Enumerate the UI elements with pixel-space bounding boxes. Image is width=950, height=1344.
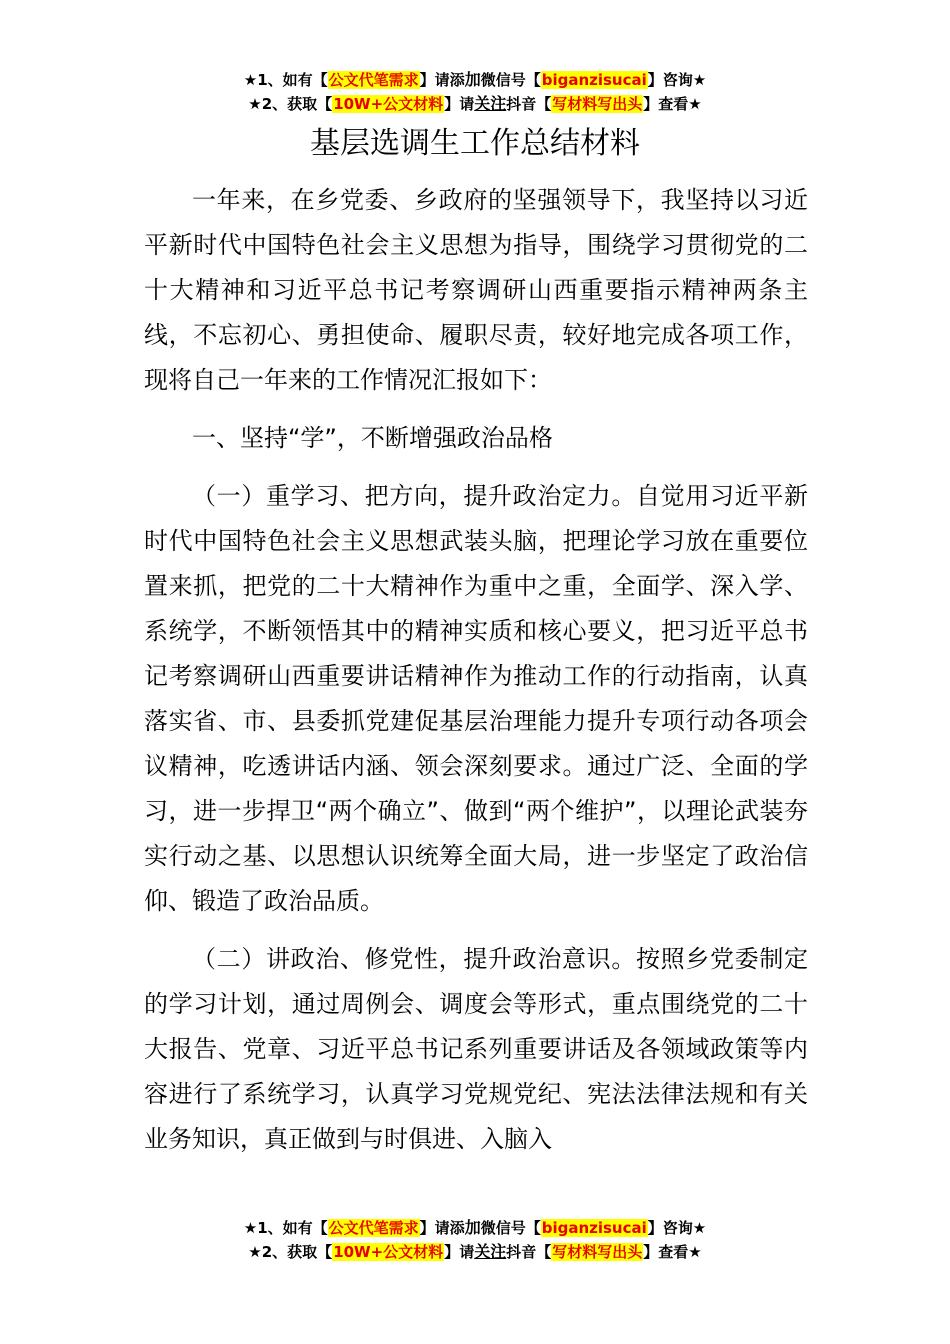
banner-highlight: 写材料写出头 bbox=[552, 95, 643, 113]
banner-line-2 bbox=[0, 92, 950, 116]
banner-text: 】请添 bbox=[419, 71, 465, 89]
top-banner bbox=[0, 68, 950, 116]
banner-line-1 bbox=[0, 68, 950, 92]
banner-highlight: 公文代笔需求 bbox=[328, 71, 419, 89]
banner-text: 】请 bbox=[444, 95, 475, 113]
banner-highlight: biganzisucai bbox=[541, 1219, 647, 1237]
banner-emphasis: 关注 bbox=[474, 94, 507, 113]
banner-highlight: biganzisucai bbox=[541, 71, 647, 89]
banner-text: ★1、如有【 bbox=[243, 71, 328, 89]
banner-highlight: 公文代笔需求 bbox=[328, 1219, 419, 1237]
banner-text: 微信号【 bbox=[480, 1219, 541, 1237]
banner-line-1 bbox=[0, 1216, 950, 1240]
banner-text: 抖音【 bbox=[506, 1243, 552, 1261]
banner-text: 】请添 bbox=[419, 1219, 465, 1237]
banner-text: 抖音【 bbox=[506, 95, 552, 113]
banner-emphasis: 关注 bbox=[474, 1242, 507, 1261]
banner-highlight: 10W+公文材料 bbox=[333, 95, 444, 113]
paragraph-intro: 一年来，在乡党委、乡政府的坚强领导下，我坚持以习近平新时代中国特色社会主义思想为指导，围绕学习贯彻党的二十大精神和习近平总书记考察调研山西重要指示精神两条主线，不忘初心、勇担使命、履职尽责，较好地完成各项工作，现将自己一年来的工作情况汇报如下： bbox=[144, 186, 808, 394]
paragraph-2: （二）讲政治、修党性，提升政治意识。按照乡党委制定的学习计划，通过周例会、调度会等形式，重点围绕党的二十大报告、党章、习近平总书记系列重要讲话及各领域政策等内容进行了系统学习，认真学习党规党纪、宪法法律法规和有关业务知识，真正做到与时俱进、入脑入 bbox=[144, 945, 808, 1153]
banner-text: 】咨询★ bbox=[647, 71, 707, 89]
bottom-banner bbox=[0, 1216, 950, 1264]
banner-text: ★2、获取【 bbox=[248, 1243, 333, 1261]
paragraph-1: （一）重学习、把方向，提升政治定力。自觉用习近平新时代中国特色社会主义思想武装头脑，把理论学习放在重要位置来抓，把党的二十大精神作为重中之重，全面学、深入学、系统学，不断领悟其中的精神实质和核心要义，把习近平总书记考察调研山西重要讲话精神作为推动工作的行动指南，认真落实省、市、县委抓党建促基层治理能力提升专项行动各项会议精神，吃透讲话内涵、领会深刻要求。通过广泛、全面的学习，进一步捍卫“两个确立”、做到“两个维护”，以理论武装夯实行动之基、以思想认识统筹全面大局，进一步坚定了政治信仰、锻造了政治品质。 bbox=[144, 482, 808, 915]
banner-text: 】查看★ bbox=[643, 1243, 702, 1261]
banner-highlight: 写材料写出头 bbox=[552, 1243, 643, 1261]
banner-text: 】咨询★ bbox=[647, 1219, 707, 1237]
document-title: 基层选调生工作总结材料 bbox=[310, 126, 640, 161]
section-heading: 一、坚持“学”，不断增强政治品格 bbox=[192, 424, 553, 452]
banner-text: 】查看★ bbox=[643, 95, 702, 113]
banner-text: ★2、获取【 bbox=[248, 95, 333, 113]
banner-emphasis: 加 bbox=[464, 1218, 481, 1237]
banner-text: ★1、如有【 bbox=[243, 1219, 328, 1237]
banner-emphasis: 加 bbox=[464, 70, 481, 89]
document-body bbox=[144, 178, 808, 1162]
banner-text: 】请 bbox=[444, 1243, 475, 1261]
banner-highlight: 10W+公文材料 bbox=[333, 1243, 444, 1261]
banner-line-2 bbox=[0, 1240, 950, 1264]
banner-text: 微信号【 bbox=[480, 71, 541, 89]
